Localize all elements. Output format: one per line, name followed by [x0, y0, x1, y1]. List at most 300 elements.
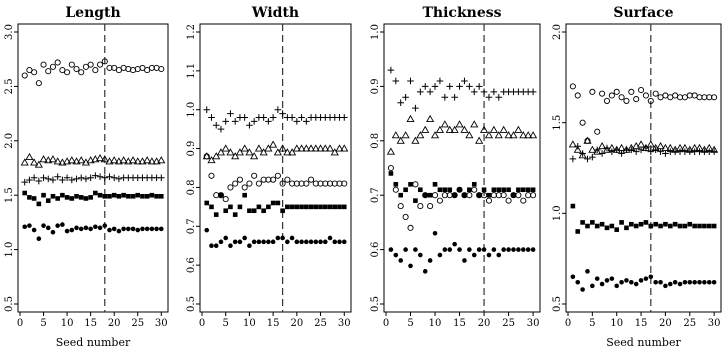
data-point [270, 141, 277, 147]
data-point [604, 98, 609, 103]
x-tick-label: 25 [502, 318, 515, 329]
data-point [135, 228, 140, 233]
data-point [150, 227, 155, 232]
data-point [423, 269, 428, 274]
data-point [98, 226, 103, 231]
data-point [32, 70, 37, 75]
data-point [516, 247, 521, 252]
data-point [663, 93, 668, 98]
data-point [624, 226, 629, 231]
x-tick-label: 20 [290, 318, 304, 329]
x-tick-label: 25 [314, 318, 327, 329]
plot-frame [18, 24, 168, 312]
y-tick-label: 1.0 [186, 101, 197, 118]
data-point [88, 195, 93, 200]
data-point [22, 73, 27, 78]
data-point [280, 208, 285, 213]
data-point [456, 83, 463, 90]
data-point [227, 110, 234, 117]
data-point [471, 121, 478, 127]
data-point [289, 114, 296, 121]
data-point [304, 205, 309, 210]
data-point [223, 208, 228, 213]
y-tick-label: 0.7 [186, 218, 197, 235]
data-point [298, 114, 305, 121]
data-point [428, 193, 433, 198]
data-point [678, 282, 683, 287]
data-point [389, 171, 394, 176]
series-circle [570, 84, 716, 144]
data-point [314, 205, 319, 210]
data-point [687, 222, 692, 227]
data-point [530, 132, 537, 138]
y-tick-label: 0.5 [370, 296, 381, 312]
data-point [31, 159, 38, 165]
data-point [506, 198, 511, 203]
data-point [328, 236, 333, 241]
data-point [697, 224, 702, 229]
data-point [314, 240, 319, 245]
data-point [117, 229, 122, 234]
data-point [398, 193, 403, 198]
data-point [116, 176, 123, 183]
data-point [241, 145, 248, 151]
data-point [531, 187, 536, 192]
data-point [55, 196, 60, 201]
data-point [51, 194, 56, 199]
data-point [595, 276, 600, 281]
data-point [27, 195, 32, 200]
data-point [328, 205, 333, 210]
x-tick-label: 30 [526, 318, 540, 329]
data-point [276, 201, 281, 206]
data-point [619, 95, 624, 100]
data-point [432, 83, 439, 90]
data-point [462, 258, 467, 263]
data-point [303, 118, 310, 125]
data-point [64, 70, 69, 75]
data-point [214, 212, 219, 217]
y-tick-label: 2.0 [4, 132, 15, 149]
y-tick-label: 2.0 [552, 24, 563, 40]
x-tick-label: 5 [407, 318, 414, 329]
data-point [629, 280, 634, 285]
data-point [461, 78, 468, 85]
data-point [649, 224, 654, 229]
data-point [472, 253, 477, 258]
data-point [252, 240, 257, 245]
data-point [388, 148, 395, 154]
data-point [106, 173, 113, 180]
data-point [658, 95, 663, 100]
data-point [437, 127, 444, 133]
x-tick-label: 5 [40, 318, 47, 329]
y-tick-label: 0.7 [370, 187, 381, 204]
data-point [692, 224, 697, 229]
data-point [491, 89, 498, 96]
data-point [285, 205, 290, 210]
data-point [467, 193, 472, 198]
data-point [74, 226, 79, 231]
y-tick-label: 0.9 [370, 78, 381, 95]
data-point [388, 67, 395, 74]
y-tick-label: 1.5 [4, 187, 15, 204]
data-point [403, 214, 408, 219]
data-point [614, 89, 619, 94]
data-point [595, 129, 600, 134]
data-point [78, 157, 85, 163]
data-point [418, 203, 423, 208]
data-point [501, 193, 506, 198]
data-point [150, 193, 155, 198]
data-point [228, 205, 233, 210]
data-point [51, 230, 56, 235]
data-point [570, 156, 577, 163]
data-point [280, 236, 285, 241]
data-point [467, 187, 472, 192]
data-point [614, 227, 619, 232]
data-point [575, 229, 580, 234]
data-point [41, 193, 46, 198]
data-point [571, 204, 576, 209]
data-point [98, 193, 103, 198]
plot-frame [566, 24, 721, 312]
y-tick-label: 2.5 [4, 78, 15, 95]
data-point [209, 243, 214, 248]
x-tick-label: 20 [659, 318, 672, 329]
data-point [707, 224, 712, 229]
data-point [510, 132, 517, 138]
data-point [101, 174, 108, 181]
data-point [93, 224, 98, 229]
data-point [32, 228, 37, 233]
data-point [145, 194, 150, 199]
series-triangle [203, 141, 347, 162]
data-point [417, 89, 424, 96]
data-point [46, 198, 51, 203]
data-point [251, 118, 258, 125]
data-point [36, 178, 43, 185]
data-point [32, 196, 37, 201]
data-point [492, 187, 497, 192]
data-point [237, 177, 242, 182]
data-point [712, 95, 717, 100]
data-point [393, 78, 400, 85]
data-point [84, 226, 89, 231]
x-tick-label: 15 [453, 318, 466, 329]
data-point [299, 240, 304, 245]
data-point [60, 222, 65, 227]
data-point [427, 116, 434, 122]
data-point [93, 191, 98, 196]
data-point [457, 247, 462, 252]
data-point [516, 193, 521, 198]
data-point [394, 253, 399, 258]
data-point [687, 93, 692, 98]
data-point [638, 87, 643, 92]
data-point [78, 174, 85, 181]
x-axis-title: Seed number [55, 336, 131, 349]
data-point [599, 91, 604, 96]
data-point [233, 240, 238, 245]
series-square [571, 204, 717, 234]
data-point [511, 247, 516, 252]
data-point [219, 240, 224, 245]
data-point [643, 93, 648, 98]
panel-title: Thickness [422, 5, 502, 21]
data-point [580, 287, 585, 292]
panel-length [4, 5, 168, 349]
data-point [663, 284, 668, 289]
data-point [413, 182, 418, 187]
data-point [209, 173, 214, 178]
data-point [422, 83, 429, 90]
data-point [265, 118, 272, 125]
data-point [408, 182, 413, 187]
series-plus [203, 106, 347, 132]
data-point [501, 247, 506, 252]
data-point [304, 240, 309, 245]
data-point [41, 223, 46, 228]
data-point [639, 278, 644, 283]
data-point [682, 95, 687, 100]
data-point [84, 196, 89, 201]
data-point [428, 258, 433, 263]
data-point [295, 205, 300, 210]
data-point [657, 143, 664, 149]
data-point [658, 224, 663, 229]
x-tick-label: 30 [337, 318, 351, 329]
data-point [260, 114, 267, 121]
data-point [702, 95, 707, 100]
data-point [341, 114, 348, 121]
data-point [232, 118, 239, 125]
data-point [111, 174, 118, 181]
data-point [342, 240, 347, 245]
data-point [447, 187, 452, 192]
data-point [467, 247, 472, 252]
data-point [433, 182, 438, 187]
data-point [22, 224, 27, 229]
data-point [79, 227, 84, 232]
data-point [673, 93, 678, 98]
data-point [644, 220, 649, 225]
data-point [74, 66, 79, 71]
data-point [418, 187, 423, 192]
data-point [135, 193, 140, 198]
series-dot [204, 228, 346, 248]
data-point [290, 236, 295, 241]
data-point [422, 127, 429, 133]
data-point [629, 222, 634, 227]
data-point [233, 212, 238, 217]
data-point [159, 227, 164, 232]
data-point [472, 182, 477, 187]
data-point [50, 156, 57, 162]
data-point [397, 138, 404, 144]
series-plus [21, 172, 164, 185]
data-point [580, 120, 585, 125]
x-tick-label: 5 [222, 318, 229, 329]
data-point [428, 203, 433, 208]
data-point [233, 181, 238, 186]
data-point [54, 173, 61, 180]
data-point [605, 226, 610, 231]
data-point [154, 194, 159, 199]
data-point [252, 173, 257, 178]
data-point [571, 275, 576, 280]
data-point [432, 193, 437, 198]
data-point [37, 202, 42, 207]
panel-title: Surface [613, 5, 674, 21]
data-point [668, 282, 673, 287]
data-point [590, 284, 595, 289]
x-tick-label: 25 [131, 318, 145, 329]
data-point [290, 205, 295, 210]
data-point [506, 247, 511, 252]
data-point [318, 240, 323, 245]
data-point [486, 132, 493, 138]
data-point [433, 231, 438, 236]
data-point [294, 118, 301, 125]
data-point [476, 83, 483, 90]
data-point [575, 280, 580, 285]
data-point [482, 187, 487, 192]
y-tick-label: 0.8 [370, 132, 381, 149]
y-tick-label: 1.2 [186, 24, 197, 40]
data-point [247, 243, 252, 248]
data-point [526, 193, 531, 198]
data-point [223, 196, 228, 201]
data-point [308, 177, 313, 182]
data-point [55, 223, 60, 228]
data-point [22, 191, 27, 196]
data-point [393, 187, 398, 192]
data-point [26, 154, 33, 160]
series-dot [389, 231, 536, 274]
data-point [644, 276, 649, 281]
data-point [427, 89, 434, 96]
series-circle [388, 165, 535, 230]
data-point [653, 222, 658, 227]
data-point [408, 225, 413, 230]
data-point [526, 187, 531, 192]
data-point [247, 181, 252, 186]
data-point [65, 195, 70, 200]
data-point [70, 228, 75, 233]
panel-title: Length [65, 5, 121, 21]
y-tick-label: 1.0 [552, 205, 563, 222]
data-point [60, 193, 65, 198]
data-point [209, 205, 214, 210]
data-point [432, 132, 439, 138]
series-circle [204, 154, 347, 202]
data-point [658, 280, 663, 285]
data-point [687, 280, 692, 285]
data-point [515, 127, 522, 133]
data-point [491, 193, 496, 198]
data-point [692, 93, 697, 98]
y-tick-label: 0.6 [370, 241, 381, 258]
data-point [97, 62, 102, 67]
panel-width [186, 5, 351, 329]
data-point [257, 205, 262, 210]
data-point [663, 222, 668, 227]
x-tick-label: 10 [610, 318, 624, 329]
plot-frame [200, 24, 351, 312]
x-tick-label: 10 [60, 318, 74, 329]
data-point [492, 247, 497, 252]
data-point [285, 177, 290, 182]
data-point [605, 278, 610, 283]
y-tick-label: 0.8 [186, 179, 197, 196]
data-point [707, 280, 712, 285]
data-point [575, 93, 580, 98]
data-point [673, 222, 678, 227]
y-tick-label: 0.5 [552, 296, 563, 312]
y-tick-label: 0.6 [186, 257, 197, 274]
data-point [228, 185, 233, 190]
data-point [495, 94, 502, 101]
data-point [471, 89, 478, 96]
data-point [437, 78, 444, 85]
data-point [342, 205, 347, 210]
data-point [402, 132, 409, 138]
data-point [154, 227, 159, 232]
y-tick-label: 3.0 [4, 24, 15, 40]
data-point [131, 227, 136, 232]
data-point [238, 240, 243, 245]
series-dot [571, 269, 717, 292]
data-point [204, 228, 209, 233]
data-point [477, 247, 482, 252]
data-point [261, 208, 266, 213]
data-point [261, 240, 266, 245]
data-point [88, 62, 93, 67]
data-point [442, 121, 449, 127]
data-point [638, 141, 645, 147]
data-point [41, 62, 46, 67]
x-tick-label: 5 [589, 318, 596, 329]
data-point [452, 242, 457, 247]
data-point [653, 280, 658, 285]
data-point [40, 174, 47, 181]
data-point [69, 62, 74, 67]
data-point [204, 201, 209, 206]
data-point [121, 193, 126, 198]
data-point [295, 240, 300, 245]
data-point [266, 205, 271, 210]
data-point [417, 132, 424, 138]
x-tick-label: 0 [564, 318, 572, 329]
data-point [590, 220, 595, 225]
data-point [609, 93, 614, 98]
x-tick-label: 10 [428, 318, 442, 329]
data-point [437, 198, 442, 203]
x-tick-label: 15 [634, 318, 648, 329]
data-point [46, 69, 51, 74]
data-point [678, 224, 683, 229]
data-point [276, 236, 281, 241]
data-point [397, 99, 404, 106]
data-point [610, 224, 615, 229]
data-point [270, 114, 277, 121]
data-point [649, 275, 654, 280]
data-point [614, 284, 619, 289]
data-point [242, 193, 247, 198]
data-point [653, 91, 658, 96]
data-point [102, 223, 107, 228]
